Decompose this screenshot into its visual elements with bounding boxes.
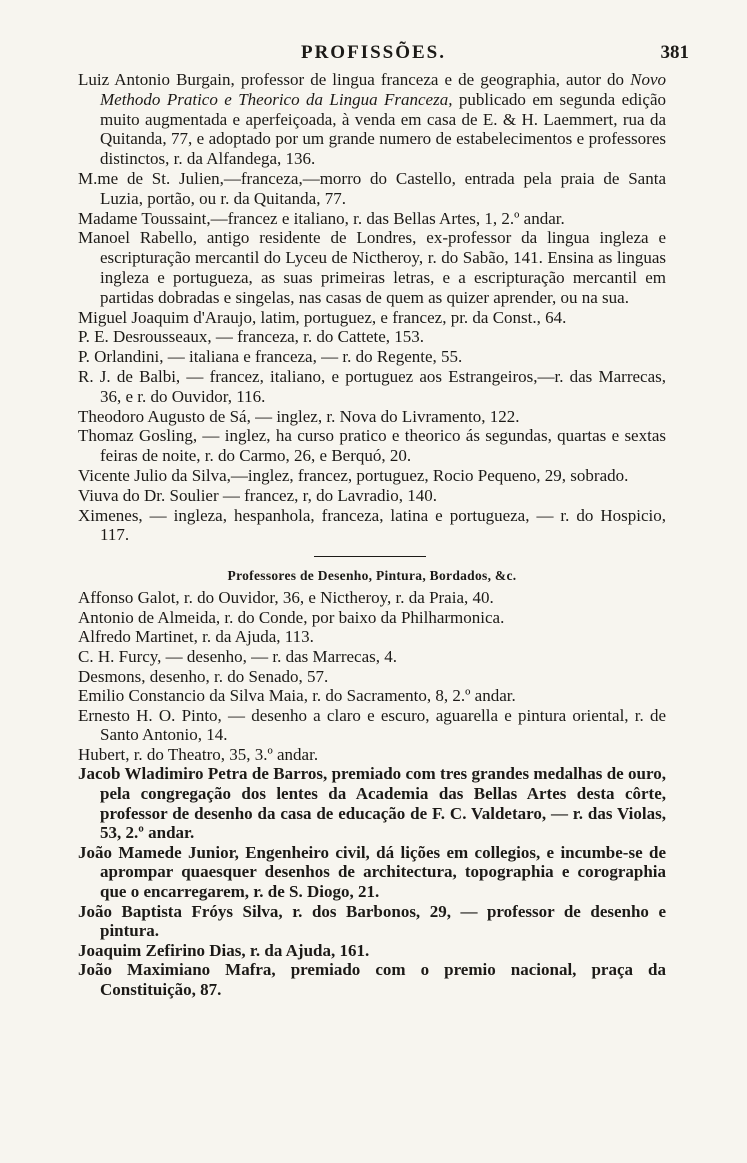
list-item: R. J. de Balbi, — francez, italiano, e portuguez aos Estrangeiros,—r. das Marrecas, 36, e r. do Ouvidor, 116.: [78, 366, 666, 406]
list-item: Manoel Rabello, antigo residente de Londres, ex-professor da lingua ingleza e escripturação mercantil do Lyceu de Nictheroy, r. do Sabão, 141. Ensina as linguas ingleza e portugueza, as suas primeiras letras, e a escripturação mercantil em partidas dobradas e singelas, nas casas de quem as quizer aprender, ou na sua.: [78, 228, 666, 307]
list-item: João Maximiano Mafra, premiado com o premio nacional, praça da Constituição, 87.: [78, 960, 666, 999]
list-item: Ernesto H. O. Pinto, — desenho a claro e escuro, aguarella e pintura oriental, r. de Santo Antonio, 14.: [78, 705, 666, 745]
list-item: João Mamede Junior, Engenheiro civil, dá lições em collegios, e incumbe-se de aprompar quaesquer desenhos de architectura, topographia e corographia que o encarregarem, r. de S. Diogo, 21.: [78, 842, 666, 902]
list-item: Hubert, r. do Theatro, 35, 3.º andar.: [78, 744, 319, 764]
art-teachers-list: [78, 588, 666, 999]
list-item: Theodoro Augusto de Sá, — inglez, r. Nova do Livramento, 122.: [78, 406, 520, 426]
list-item: P. E. Desrousseaux, — franceza, r. do Cattete, 153.: [78, 327, 425, 347]
list-item: Alfredo Martinet, r. da Ajuda, 113.: [78, 627, 314, 647]
list-item: Joaquim Zefirino Dias, r. da Ajuda, 161.: [78, 940, 370, 960]
list-item: Desmons, desenho, r. do Senado, 57.: [78, 666, 329, 686]
section-divider: [314, 556, 426, 557]
list-item: Affonso Galot, r. do Ouvidor, 36, e Nictheroy, r. da Praia, 40.: [78, 588, 494, 608]
running-title: PROFISSÕES.: [300, 42, 446, 63]
page-number: 381: [660, 42, 689, 63]
page-header: [0, 40, 747, 68]
list-item: P. Orlandini, — italiana e franceza, — r. do Regente, 55.: [78, 347, 463, 367]
list-item: Viuva do Dr. Soulier — francez, r, do Lavradio, 140.: [78, 485, 437, 505]
list-item: Luiz Antonio Burgain, professor de lingua franceza e de geographia, autor do Novo Methodo Pratico e Theorico da Lingua Franceza, publicado em segunda edição muito augmentada e aperfeiçoada, à venda em casa de E. & H. Laemmert, rua da Quitanda, 77, e adoptado por um grande numero de estabelecimentos e professores distinctos, r. da Alfandega, 136.: [78, 70, 667, 169]
section-heading: Professores de Desenho, Pintura, Bordados, &c.: [227, 568, 517, 584]
list-item: Vicente Julio da Silva,—inglez, francez, portuguez, Rocio Pequeno, 29, sobrado.: [78, 465, 629, 485]
list-item: Miguel Joaquim d'Araujo, latim, portuguez, e francez, pr. da Const., 64.: [78, 307, 567, 327]
list-item: Antonio de Almeida, r. do Conde, por baixo da Philharmonica.: [78, 607, 505, 627]
list-item: M.me de St. Julien,—franceza,—morro do Castello, entrada pela praia de Santa Luzia, portão, ou r. da Quitanda, 77.: [78, 168, 666, 208]
list-item: Ximenes, — ingleza, hespanhola, franceza, latina e portugueza, — r. do Hospicio, 117.: [78, 505, 666, 545]
list-item: Emilio Constancio da Silva Maia, r. do Sacramento, 8, 2.º andar.: [78, 686, 516, 706]
list-item: Thomaz Gosling, — inglez, ha curso pratico e theorico ás segundas, quartas e sextas feiras de noite, r. do Carmo, 26, e Berquó, 20.: [78, 426, 666, 466]
list-item: Jacob Wladimiro Petra de Barros, premiado com tres grandes medalhas de ouro, pela congregação dos lentes da Academia das Bellas Artes desta côrte, professor de desenho da casa de educação de F. C. Valdetaro, — r. das Violas, 53, 2.º andar.: [78, 764, 666, 843]
list-item: João Baptista Fróys Silva, r. dos Barbonos, 29, — professor de desenho e pintura.: [78, 901, 666, 941]
list-item: C. H. Furcy, — desenho, — r. das Marrecas, 4.: [78, 646, 397, 666]
list-item: Madame Toussaint,—francez e italiano, r. das Bellas Artes, 1, 2.º andar.: [78, 208, 565, 228]
language-teachers-list: [78, 70, 666, 1000]
